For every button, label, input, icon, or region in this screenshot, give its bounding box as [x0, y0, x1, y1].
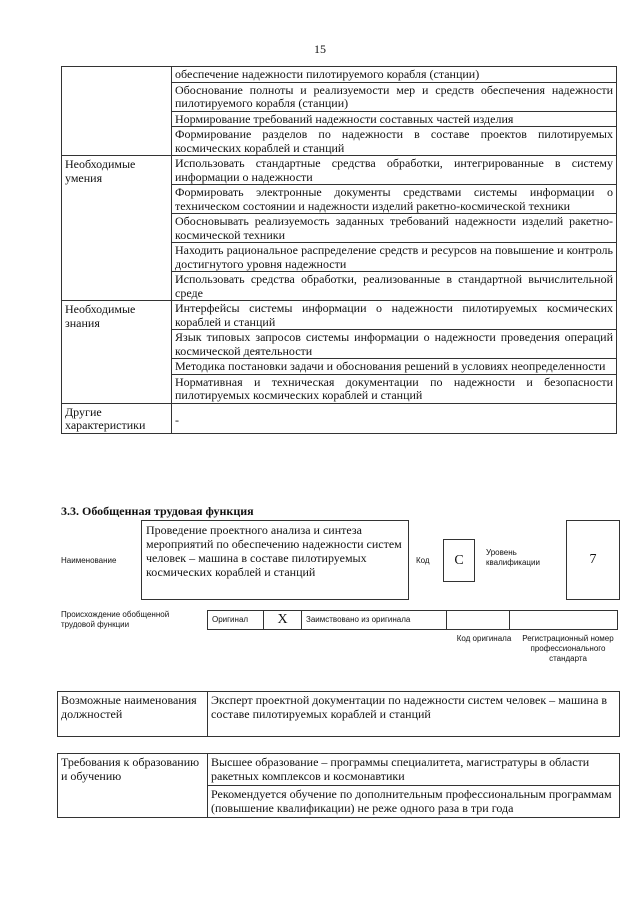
code-label: Код — [416, 556, 430, 565]
table-cell: - — [172, 403, 617, 433]
table-row — [58, 754, 620, 786]
level-value-box: 7 — [566, 520, 620, 600]
table-row — [62, 301, 617, 330]
table-cell: Нормирование требований надежности составных частей изделия — [172, 111, 617, 127]
reg-number-cell — [509, 610, 618, 630]
table-cell: Использовать средства обработки, реализованные в стандартной вычислительной среде — [172, 272, 617, 301]
origin-row — [207, 610, 620, 630]
table-row — [62, 403, 617, 433]
table-cell: Формирование разделов по надежности в составе проектов пилотируемых космических кораблей и станций — [172, 127, 617, 156]
table-cell: Язык типовых запросов системы информации о надежности проведения операций космической деятельности — [172, 330, 617, 359]
education-table — [57, 753, 620, 818]
code-original-label: Код оригинала — [456, 634, 512, 643]
row-label-other: Другие характеристики — [62, 403, 172, 433]
positions-label: Возможные наименования должностей — [58, 692, 208, 737]
original-mark-cell — [263, 610, 302, 630]
page-number: 15 — [314, 42, 326, 56]
borrowed-label: Заимствовано из оригинала — [306, 615, 411, 624]
table-row — [62, 156, 617, 185]
original-mark: X — [277, 612, 288, 627]
positions-table — [57, 691, 620, 737]
positions-value: Эксперт проектной документации по надежности систем человек – машина в составе пилотируемых кораблей и станций — [208, 692, 620, 737]
table-cell: Использовать стандартные средства обработки, интегрированные в систему информации о надежности — [172, 156, 617, 185]
code-original-cell — [446, 610, 510, 630]
reg-number-label: Регистрационный номер профессионального стандарта — [522, 634, 614, 663]
row-label-knowledge: Необходимые знания — [62, 301, 172, 404]
name-label: Наименование — [61, 556, 117, 565]
row-label-skills: Необходимые умения — [62, 156, 172, 301]
table-cell: Находить рациональное распределение средств и ресурсов на повышение и контроль достигнутого уровня надежности — [172, 243, 617, 272]
origin-label: Происхождение обобщенной трудовой функции — [61, 610, 170, 629]
section-heading: 3.3. Обобщенная трудовая функция — [61, 504, 254, 518]
education-label: Требования к образованию и обучению — [58, 754, 208, 818]
row-label — [62, 67, 172, 156]
table-row — [58, 692, 620, 737]
original-label-cell — [207, 610, 264, 630]
function-name-box: Проведение проектного анализа и синтеза мероприятий по обеспечению надежности систем человек – машина в составе пилотируемых космических кораблей и станций — [141, 520, 409, 600]
borrowed-label-cell — [301, 610, 447, 630]
table-cell: Нормативная и техническая документации по надежности и безопасности пилотируемых космических кораблей и станций — [172, 374, 617, 403]
original-label: Оригинал — [212, 615, 249, 624]
table-cell: Формировать электронные документы средствами системы информации о техническом состоянии и надежности изделий ракетно-космической техники — [172, 185, 617, 214]
table-cell: обеспечение надежности пилотируемого корабля (станции) — [172, 67, 617, 83]
table-row — [62, 67, 617, 83]
skills-table — [61, 66, 617, 434]
table-cell: Интерфейсы системы информации о надежности пилотируемых космических кораблей и станций — [172, 301, 617, 330]
education-item: Высшее образование – программы специалитета, магистратуры в области ракетных комплексов и космонавтики — [208, 754, 620, 786]
table-cell: Обосновывать реализуемость заданных требований надежности изделий ракетно-космической техники — [172, 214, 617, 243]
code-value-box: C — [443, 539, 475, 582]
table-cell: Методика постановки задачи и обоснования решений в условиях неопределенности — [172, 359, 617, 375]
level-label: Уровень квалификации — [486, 548, 540, 567]
table-cell: Обоснование полноты и реализуемости мер и средств обеспечения надежности пилотируемого корабля (станции) — [172, 82, 617, 111]
education-item: Рекомендуется обучение по дополнительным профессиональным программам (повышение квалификации) не реже одного раза в три года — [208, 786, 620, 818]
